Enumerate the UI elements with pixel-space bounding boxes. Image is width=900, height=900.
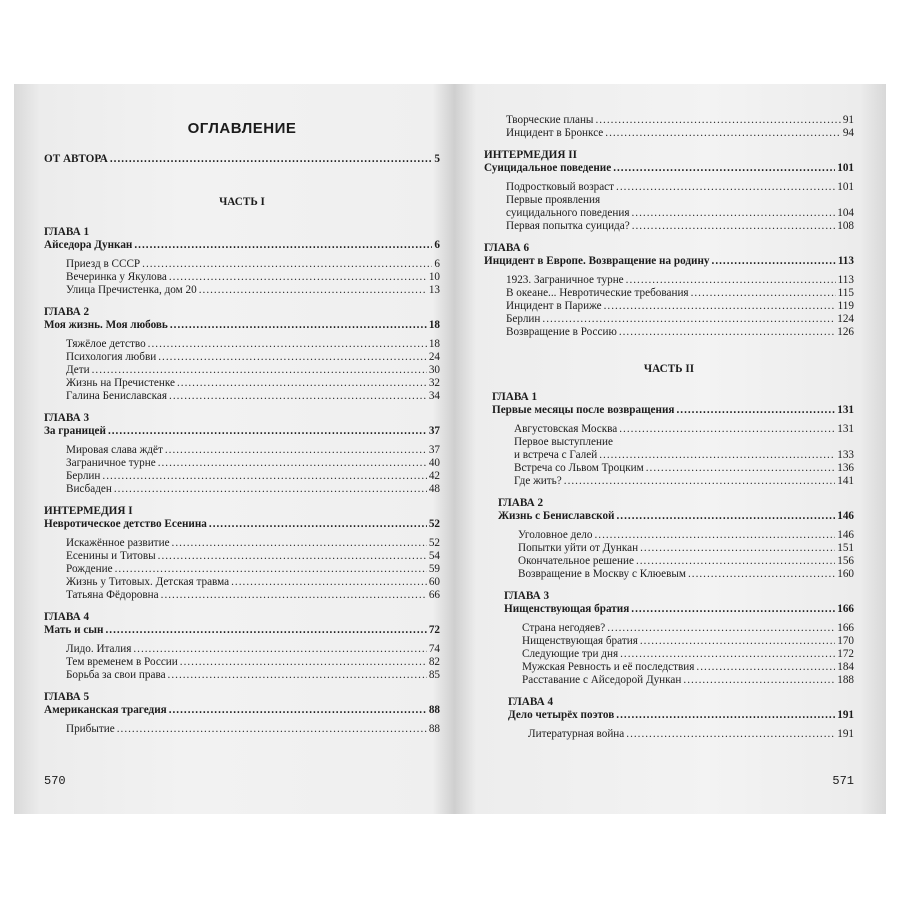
part-heading: ЧАСТЬ II [643, 363, 695, 375]
toc-entry: Уголовное дело ..... 146 [484, 529, 854, 542]
toc-entry-author: ОТ АВТОРА ..... 5 [44, 153, 440, 166]
chapter-title-entry: Мать и сын ..... 72 [44, 624, 440, 637]
chapter-title-entry: Американская трагедия ..... 88 [44, 704, 440, 717]
chapter-label: ГЛАВА 6 [484, 242, 530, 254]
toc-entry: Тяжёлое детство ..... 18 [44, 338, 440, 351]
toc-entry: Улица Пречистенка, дом 20 ..... 13 [44, 284, 440, 297]
chapter-title-entry: Дело четырёх поэтов ..... 191 [484, 709, 854, 722]
chapter-title-entry: За границей ..... 37 [44, 425, 440, 438]
toc-entry: Психология любви ..... 24 [44, 351, 440, 364]
toc-entry: Татьяна Фёдоровна ..... 66 [44, 589, 440, 602]
left-page [44, 84, 440, 814]
toc-entry: и встреча с Галей ..... 133 [484, 449, 854, 462]
toc-entry: Творческие планы ..... 91 [484, 114, 854, 127]
toc-entry: Берлин ..... 42 [44, 470, 440, 483]
toc-entry: 1923. Заграничное турне ..... 113 [484, 274, 854, 287]
toc-entry: Попытки уйти от Дункан ..... 151 [484, 542, 854, 555]
toc-entry: Борьба за свои права ..... 85 [44, 669, 440, 682]
toc-entry: Искажённое развитие ..... 52 [44, 537, 440, 550]
toc-entry: Берлин ..... 124 [484, 313, 854, 326]
toc-entry: Следующие три дня ..... 172 [484, 648, 854, 661]
chapter-title-entry: Суицидальное поведение ..... 101 [484, 162, 854, 175]
toc-entry: суицидального поведения ..... 104 [484, 207, 854, 220]
chapter-label: ГЛАВА 5 [44, 691, 90, 703]
toc-entry-line: Первые проявления [506, 194, 601, 206]
toc-entry: Возвращение в Москву с Клюевым ..... 160 [484, 568, 854, 581]
toc-entry: Расставание с Айседорой Дункан ..... 188 [484, 674, 854, 687]
part-heading: ЧАСТЬ I [219, 196, 265, 208]
toc-entry: Приезд в СССР ..... 6 [44, 258, 440, 271]
toc-entry: Возвращение в Россию ..... 126 [484, 326, 854, 339]
toc-entry: Висбаден ..... 48 [44, 483, 440, 496]
chapter-title-entry: Первые месяцы после возвращения ..... 131 [484, 404, 854, 417]
chapter-label: ГЛАВА 3 [44, 412, 90, 424]
toc-entry: Августовская Москва ..... 131 [484, 423, 854, 436]
toc-entry: Есенины и Титовы ..... 54 [44, 550, 440, 563]
interlude-label: ИНТЕРМЕДИЯ II [484, 149, 577, 161]
chapter-label: ГЛАВА 1 [492, 391, 538, 403]
chapter-title-entry: Инцидент в Европе. Возвращение на родину ..... 113 [484, 255, 854, 268]
chapter-label: ГЛАВА 2 [44, 306, 90, 318]
toc-entry: Литературная война ..... 191 [484, 728, 854, 741]
toc-entry: Где жить? ..... 141 [484, 475, 854, 488]
toc-entry: Инцидент в Париже ..... 119 [484, 300, 854, 313]
toc-entry: Тем временем в России ..... 82 [44, 656, 440, 669]
toc-entry: Заграничное турне ..... 40 [44, 457, 440, 470]
toc-entry: Дети ..... 30 [44, 364, 440, 377]
page-number: 570 [44, 774, 66, 788]
toc-entry: Рождение ..... 59 [44, 563, 440, 576]
chapter-title-entry: Моя жизнь. Моя любовь ..... 18 [44, 319, 440, 332]
toc-entry: Мужская Ревность и её последствия ..... 184 [484, 661, 854, 674]
toc-entry-line: Первое выступление [514, 436, 613, 448]
toc-entry: Нищенствующая братия ..... 170 [484, 635, 854, 648]
toc-entry: Прибытие ..... 88 [44, 723, 440, 736]
toc-entry: Страна негодяев? ..... 166 [484, 622, 854, 635]
toc-entry: Галина Бениславская ..... 34 [44, 390, 440, 403]
toc-entry: Встреча со Львом Троцким ..... 136 [484, 462, 854, 475]
chapter-title-entry: Невротическое детство Есенина ..... 52 [44, 518, 440, 531]
toc-entry: Окончательное решение ..... 156 [484, 555, 854, 568]
toc-entry: Жизнь на Пречистенке ..... 32 [44, 377, 440, 390]
chapter-label: ГЛАВА 4 [44, 611, 90, 623]
chapter-label: ГЛАВА 4 [508, 696, 554, 708]
toc-entry: Инцидент в Бронксе ..... 94 [484, 127, 854, 140]
toc-entry: Первая попытка суицида? ..... 108 [484, 220, 854, 233]
chapter-label: ГЛАВА 3 [504, 590, 550, 602]
chapter-label: ГЛАВА 2 [498, 497, 544, 509]
book-spread [14, 84, 886, 814]
page-title: ОГЛАВЛЕНИЕ [187, 120, 297, 137]
toc-entry: Лидо. Италия ..... 74 [44, 643, 440, 656]
toc-entry: Подростковый возраст ..... 101 [484, 181, 854, 194]
toc-entry: Жизнь у Титовых. Детская травма ..... 60 [44, 576, 440, 589]
right-page [484, 84, 854, 814]
chapter-title-entry: Нищенствующая братия ..... 166 [484, 603, 854, 616]
toc-entry: Мировая слава ждёт ..... 37 [44, 444, 440, 457]
toc-entry: Вечеринка у Якулова ..... 10 [44, 271, 440, 284]
toc-entry: В океане... Невротические требования ..... 115 [484, 287, 854, 300]
chapter-title-entry: Жизнь с Бениславской ..... 146 [484, 510, 854, 523]
chapter-label: ГЛАВА 1 [44, 226, 90, 238]
page-number: 571 [832, 774, 854, 788]
chapter-title-entry: Айседора Дункан ..... 6 [44, 239, 440, 252]
interlude-label: ИНТЕРМЕДИЯ I [44, 505, 133, 517]
